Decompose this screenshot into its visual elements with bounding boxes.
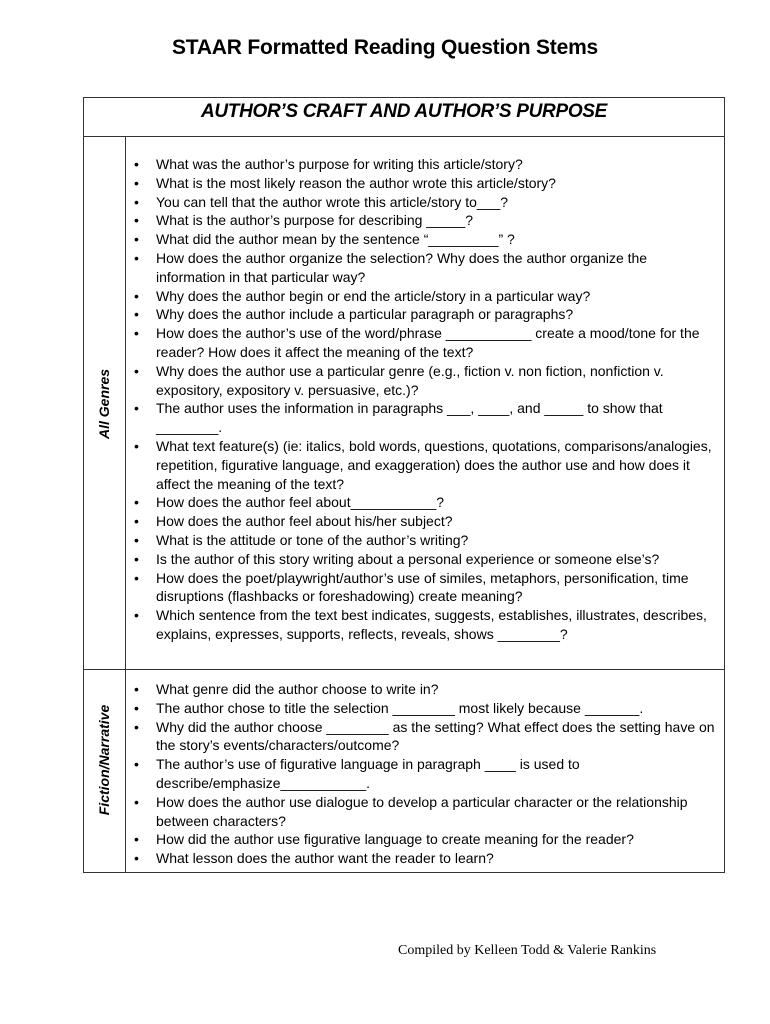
list-item: • The author uses the information in paragraphs ___, ____, and _____ to show that ________.	[156, 399, 716, 437]
list-item: • Is the author of this story writing about a personal experience or someone else’s?	[156, 550, 716, 569]
list-item: • Why does the author begin or end the article/story in a particular way?	[156, 287, 716, 306]
list-item: • How does the author feel about___________?	[156, 493, 716, 512]
list-item: • What is the author’s purpose for describing _____?	[156, 211, 716, 230]
list-item: • The author chose to title the selection ________ most likely because _______.	[156, 699, 716, 718]
list-item: • How does the author feel about his/her subject?	[156, 512, 716, 531]
list-item: • What is the most likely reason the author wrote this article/story?	[156, 174, 716, 193]
row-label-fiction-narrative: Fiction/Narrative	[96, 704, 112, 816]
row-label-cell	[84, 670, 126, 872]
compiled-by-footer: Compiled by Kelleen Todd & Valerie Rankins	[398, 943, 657, 958]
question-list-all-genres	[156, 155, 716, 644]
list-item: • What lesson does the author want the reader to learn?	[156, 849, 716, 868]
list-item: • How does the author’s use of the word/phrase ___________ create a mood/tone for the reader? How does it affect the meaning of the text?	[156, 324, 716, 362]
list-item: • What was the author’s purpose for writing this article/story?	[156, 155, 716, 174]
list-item: • Why does the author include a particular paragraph or paragraphs?	[156, 305, 716, 324]
row-label-cell	[84, 136, 126, 669]
list-item: • You can tell that the author wrote this article/story to___?	[156, 193, 716, 212]
list-item: • Which sentence from the text best indicates, suggests, establishes, illustrates, describes, explains, expresses, supports, reflects, reveals, shows ________?	[156, 606, 716, 644]
document-title: STAAR Formatted Reading Question Stems	[171, 36, 599, 59]
list-item: • Why did the author choose ________ as the setting? What effect does the setting have on the story’s events/characters/outcome?	[156, 718, 716, 756]
row-label-all-genres: All Genres	[96, 368, 112, 440]
list-item: • What is the attitude or tone of the author’s writing?	[156, 531, 716, 550]
list-item: • How did the author use figurative language to create meaning for the reader?	[156, 830, 716, 849]
list-item: • What text feature(s) (ie: italics, bold words, questions, quotations, comparisons/analogies, repetition, figurative language, and exaggeration) does the author use and how does it affect the meaning of the text?	[156, 437, 716, 493]
list-item: • What genre did the author choose to write in?	[156, 680, 716, 699]
list-item: • How does the author organize the selection? Why does the author organize the information in that particular way?	[156, 249, 716, 287]
list-item: • Why does the author use a particular genre (e.g., fiction v. non fiction, nonfiction v. expository, expository v. persuasive, etc.)?	[156, 362, 716, 400]
list-item: • The author’s use of figurative language in paragraph ____ is used to describe/emphasize___________.	[156, 755, 716, 793]
table-row-fiction-narrative	[84, 670, 724, 872]
table-row-all-genres	[84, 136, 724, 670]
section-title: AUTHOR’S CRAFT AND AUTHOR’S PURPOSE	[84, 98, 724, 137]
list-item: • How does the poet/playwright/author’s use of similes, metaphors, personification, time disruptions (flashbacks or foreshadowing) create meaning?	[156, 569, 716, 607]
list-item: • What did the author mean by the sentence “_________” ?	[156, 230, 716, 249]
question-stems-table	[83, 97, 725, 873]
question-list-fiction-narrative	[156, 680, 716, 868]
list-item: • How does the author use dialogue to develop a particular character or the relationship between characters?	[156, 793, 716, 831]
